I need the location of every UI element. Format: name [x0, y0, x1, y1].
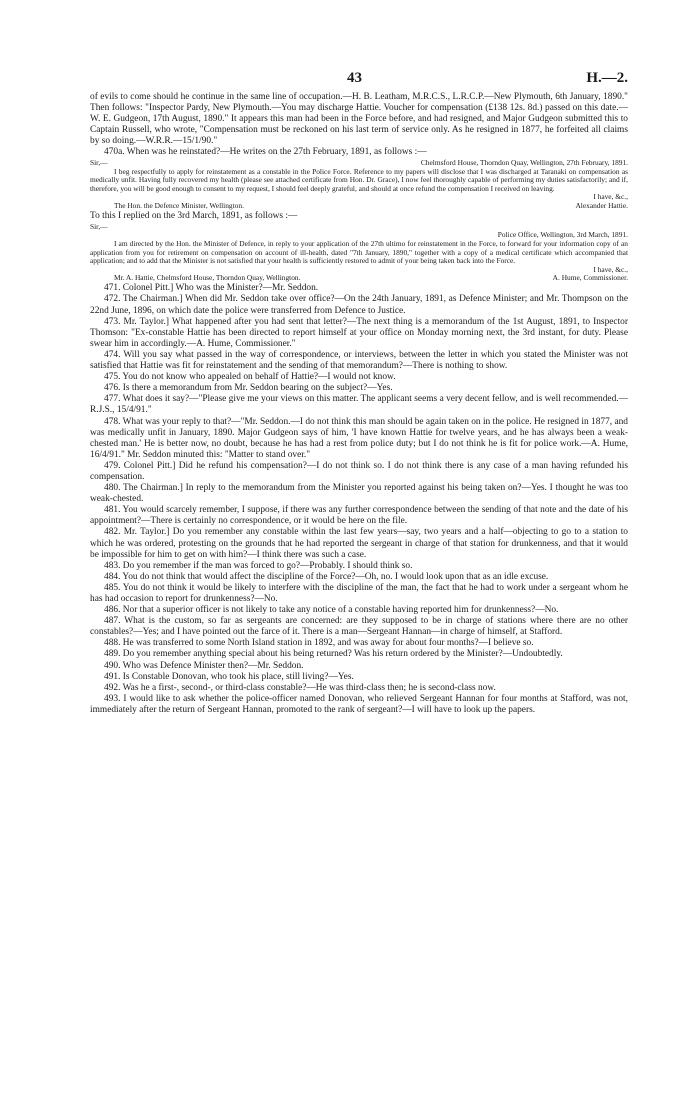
letter-footer — [90, 274, 628, 283]
page-header — [90, 70, 628, 92]
letter-signature: A. Hume, Commissioner. — [552, 273, 628, 283]
document-page — [90, 70, 628, 716]
letter-salutation: Sir,— — [90, 221, 108, 231]
letter-addressee: The Hon. the Defence Minister, Wellington. — [114, 201, 244, 211]
letter-body: I am directed by the Hon. the Minister of Defence, in reply to your application of the 27th ultimo for reinstatement in the Force, to forward for your information copy of an application from you for retirement on compensation on account of ill-health, dated "7th January, 1890," together with a copy of a medical certificate which accompanied that application; and to add that the Minister is not satisfied that your health is sufficiently restored to admit of your being taken back into the Force. — [90, 238, 628, 266]
letter-addressee: Mr. A. Hattie, Chelmsford House, Thorndon Quay, Wellington. — [114, 273, 301, 283]
qa-item: 488. He was transferred to some North Island station in 1892, and was away for about four months?—I believe so. — [104, 638, 534, 649]
qa-item: 491. Is Constable Donovan, who took his place, still living?—Yes. — [104, 671, 354, 682]
section-code: H.—2. — [586, 70, 628, 86]
qa-item: 483. Do you remember if the man was forced to go?—Probably. I should think so. — [104, 560, 413, 571]
letter-closing: I have, &c., — [593, 192, 628, 202]
paragraph: 470a. When was he reinstated?—He writes on the 27th February, 1891, as follows :— — [104, 147, 427, 158]
qa-item: 472. The Chairman.] When did Mr. Seddon take over office?—On the 24th January, 1891, as Defence Minister; and Mr. Thompson on the 22nd June, 1896, on which date the police were transferred from Defence to Justice. — [90, 294, 628, 316]
letter-body: I beg respectfully to apply for reinstatement as a constable in the Police Force. Reference to my papers will disclose that I was discharged at Taranaki on compensation as medically unfit. Having fully recovered my health (please see attached certificate from Hon. Dr. Grace), I now feel thoroughly capable of performing my duties satisfactorily; and if, therefore, you will be good enough to consent to my request, I should feel deeply grateful, and should at once refund the compensation I received on leaving. — [90, 166, 628, 193]
qa-item: 481. You would scarcely remember, I suppose, if there was any further correspondence between the sending of that note and the date of his appointment?—There is certainly no correspondence, or it would be here on the file. — [90, 505, 628, 527]
paragraph: To this I replied on the 3rd March, 1891, as follows :— — [90, 211, 298, 222]
letter-signature: Alexander Hattie. — [575, 201, 628, 211]
letter-footer — [90, 202, 628, 211]
letter-address-date: Police Office, Wellington, 3rd March, 1891. — [497, 230, 628, 240]
qa-item: 478. What was your reply to that?—"Mr. Seddon.—I do not think this man should be again taken on in the police. He resigned in 1877, and was medically unfit in January, 1890. Major Gudgeon says of him, 'I have known Hattie for twelve years, and he has always been a weak-chested man.' He is better now, no doubt, because he has had a rest from police duty; but I do not think he is fit for police work.—A. Hume, 16/4/91." Mr. Seddon minuted this: "Matter to stand over." — [90, 416, 628, 460]
letter-closing: I have, &c., — [593, 264, 628, 274]
qa-item: 479. Colonel Pitt.] Did he refund his compensation?—I do not think so. I do not think there is any case of a man having refunded his compensation. — [90, 460, 628, 482]
qa-item: 493. I would like to ask whether the police-officer named Donovan, who relieved Sergeant Hannan for four months at Stafford, was not, immediately after the return of Sergeant Hannan, promoted to the rank of sergeant?—I will have to look up the papers. — [90, 693, 628, 715]
qa-item: 484. You do not think that would affect the discipline of the Force?—Oh, no. I would look upon that as an idle excuse. — [104, 571, 549, 582]
letter-salutation: Sir,— — [90, 158, 108, 168]
qa-item: 475. You do not know who appealed on behalf of Hattie?—I would not know. — [104, 372, 396, 383]
letter-hattie — [90, 159, 628, 211]
page-number: 43 — [347, 70, 362, 86]
qa-item: 490. Who was Defence Minister then?—Mr. Seddon. — [104, 660, 304, 671]
letter-commissioner — [90, 223, 628, 283]
qa-item: 476. Is there a memorandum from Mr. Seddon bearing on the subject?—Yes. — [104, 383, 393, 394]
qa-item: 480. The Chairman.] In reply to the memorandum from the Minister you reported against his being taken on?—Yes. I thought he was too weak-chested. — [90, 483, 628, 505]
paragraph: of evils to come should he continue in the same line of occupation.—H. B. Leatham, M.R.C.S., L.R.C.P.—New Plymouth, 6th January, 1890." Then follows: "Inspector Pardy, New Plymouth.—You may discharge Hattie. Voucher for compensation (£138 12s. 8d.) passed on this date.—W. E. Gudgeon, 17th August, 1890." It appears this man had been in the Force before, and had resigned, and Major Gudgeon submitted this to Captain Russell, who wrote, "Compensation must be reckoned on his last term of service only. As he resigned in 1877, he forfeited all claims by so doing.—W.R.R.—15/1/90." — [90, 92, 628, 147]
qa-item: 477. What does it say?—"Please give me your views on this matter. The applicant seems a very decent fellow, and is well recommended.—R.J.S., 15/4/91." — [90, 394, 628, 416]
qa-item: 474. Will you say what passed in the way of correspondence, or interviews, between the letter in which you stated the Minister was not satisfied that Hattie was fit for reinstatement and the sending of that memorandum?—There is nothing to show. — [90, 349, 628, 372]
qa-item: 487. What is the custom, so far as sergeants are concerned: are they supposed to be in charge of stations where there are no other constables?—Yes; and I have pointed out the farce of it. There is a man—Sergeant Hannan—in charge of himself, at Stafford. — [90, 616, 628, 638]
qa-item: 492. Was he a first-, second-, or third-class constable?—He was third-class then; he is second-class now. — [104, 682, 496, 693]
letter-address-date: Chelmsford House, Thorndon Quay, Wellington, 27th February, 1891. — [420, 158, 628, 168]
qa-item: 482. Mr. Taylor.] Do you remember any constable within the last few years—say, two years and a half—objecting to go to a station to which he was ordered, protesting on the grounds that he had reported the sergeant in charge of that station for drunkenness, and that it would be impossible for him to get on with him?—I think there was such a case. — [90, 527, 628, 560]
qa-item: 471. Colonel Pitt.] Who was the Minister?—Mr. Seddon. — [104, 283, 319, 294]
qa-item: 489. Do you remember anything special about his being returned? Was his return ordered by the Minister?—Undoubtedly. — [104, 649, 563, 660]
qa-item: 473. Mr. Taylor.] What happened after you had sent that letter?—The next thing is a memorandum of the 1st August, 1891, to Inspector Thomson: "Ex-constable Hattie has been directed to report himself at your office on Monday morning next, the 3rd instant, for duty. Please swear him in accordingly.—A. Hume, Commissioner." — [90, 316, 628, 349]
qa-item: 486. Nor that a superior officer is not likely to take any notice of a constable having reported him for drunkenness?—No. — [104, 605, 559, 616]
qa-item: 485. You do not think it would be likely to interfere with the discipline of the man, the fact that he had to work under a sergeant whom he has had occasion to report for drunkenness?—No. — [90, 582, 628, 604]
